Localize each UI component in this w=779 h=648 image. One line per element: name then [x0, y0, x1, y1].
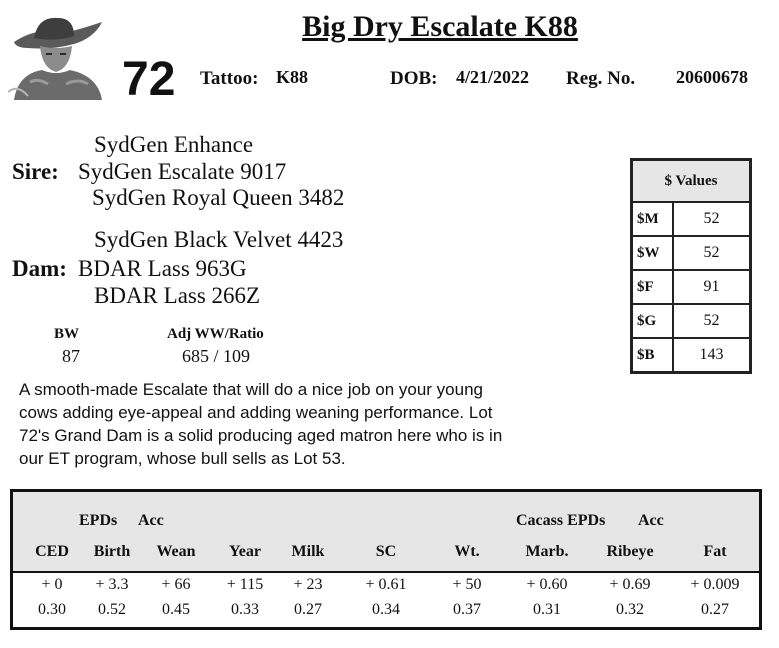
- dollar-values-table: [630, 158, 752, 374]
- epd-value: + 0.60: [526, 576, 568, 593]
- dollar-value-row: [632, 202, 751, 236]
- dollar-value: 52: [673, 304, 751, 338]
- dollar-value-label: $M: [632, 202, 674, 236]
- page-title: Big Dry Escalate K88: [302, 10, 578, 43]
- epd-column-header: Ribeye: [606, 543, 654, 560]
- epd-accuracy: 0.37: [453, 601, 481, 618]
- dollar-value-label: $B: [632, 338, 674, 373]
- epd-column-header: Wean: [156, 543, 196, 560]
- epd-column-header: Milk: [291, 543, 325, 560]
- dollar-value: 91: [673, 270, 751, 304]
- sire-name: SydGen Escalate 9017: [78, 159, 287, 184]
- epd-value: + 23: [293, 576, 323, 593]
- epd-group-acc: Acc: [138, 512, 164, 529]
- epd-group-label: EPDs: [79, 512, 118, 529]
- carcass-group-acc: Acc: [638, 512, 664, 529]
- epd-accuracy: 0.31: [533, 601, 561, 618]
- epd-column-header: Year: [229, 543, 261, 560]
- dollar-value: 52: [673, 202, 751, 236]
- dollar-value-row: [632, 338, 751, 373]
- sire-sire: SydGen Enhance: [94, 132, 254, 157]
- epd-column-header: Wt.: [454, 543, 480, 560]
- dollar-value-row: [632, 270, 751, 304]
- tattoo-value: K88: [276, 67, 309, 87]
- epd-value: + 115: [226, 576, 264, 593]
- epd-column-header: Marb.: [525, 543, 569, 560]
- bw-value: 87: [62, 346, 80, 366]
- bw-label: BW: [54, 326, 80, 342]
- epd-column-header: Birth: [93, 543, 131, 560]
- epd-accuracy: 0.32: [616, 601, 644, 618]
- sire-label: Sire:: [12, 159, 59, 184]
- dollar-value-label: $W: [632, 236, 674, 270]
- dollar-values-title: $ Values: [632, 160, 751, 203]
- epd-value: + 3.3: [95, 576, 129, 593]
- epd-value: + 66: [161, 576, 191, 593]
- epd-accuracy: 0.45: [162, 601, 190, 618]
- epd-accuracy: 0.30: [38, 601, 66, 618]
- epd-column-header: Fat: [703, 543, 727, 560]
- epd-value: + 0: [41, 576, 63, 593]
- dollar-value-label: $F: [632, 270, 674, 304]
- sire-dam: SydGen Royal Queen 3482: [92, 185, 345, 210]
- epd-accuracy: 0.27: [701, 601, 729, 618]
- reg-label: Reg. No.: [566, 68, 636, 89]
- dollar-value: 52: [673, 236, 751, 270]
- lot-description: A smooth-made Escalate that will do a nice job on your young cows adding eye-appeal and adding weaning performance. Lot 72's Grand Dam is a solid producing aged matron here who is in our ET program, whose bull sells as Lot 53.: [19, 380, 503, 468]
- epd-value: + 50: [452, 576, 482, 593]
- dollar-value-label: $G: [632, 304, 674, 338]
- lot-number: 72: [122, 53, 176, 106]
- dob-label: DOB:: [390, 68, 438, 89]
- epd-column-header: CED: [35, 543, 69, 560]
- carcass-group-label: Cacass EPDs: [516, 512, 606, 529]
- dam-dam: BDAR Lass 266Z: [94, 283, 261, 308]
- epd-value: + 0.009: [690, 576, 740, 593]
- epd-accuracy: 0.52: [98, 601, 126, 618]
- epd-value: + 0.61: [365, 576, 407, 593]
- dam-name: BDAR Lass 963G: [78, 256, 247, 281]
- dam-sire: SydGen Black Velvet 4423: [94, 227, 344, 252]
- epd-accuracy: 0.34: [372, 601, 400, 618]
- tattoo-label: Tattoo:: [200, 68, 259, 89]
- epd-table: [10, 489, 762, 630]
- epd-accuracy: 0.27: [294, 601, 322, 618]
- epd-column-header: SC: [375, 543, 397, 560]
- dam-label: Dam:: [12, 256, 67, 281]
- dob-value: 4/21/2022: [456, 67, 530, 87]
- dollar-value: 143: [673, 338, 751, 373]
- epd-value: + 0.69: [609, 576, 651, 593]
- reg-value: 20600678: [676, 67, 748, 87]
- dollar-value-row: [632, 304, 751, 338]
- ww-value: 685 / 109: [182, 346, 251, 366]
- ww-label: Adj WW/Ratio: [167, 326, 264, 342]
- dollar-value-row: [632, 236, 751, 270]
- epd-accuracy: 0.33: [231, 601, 259, 618]
